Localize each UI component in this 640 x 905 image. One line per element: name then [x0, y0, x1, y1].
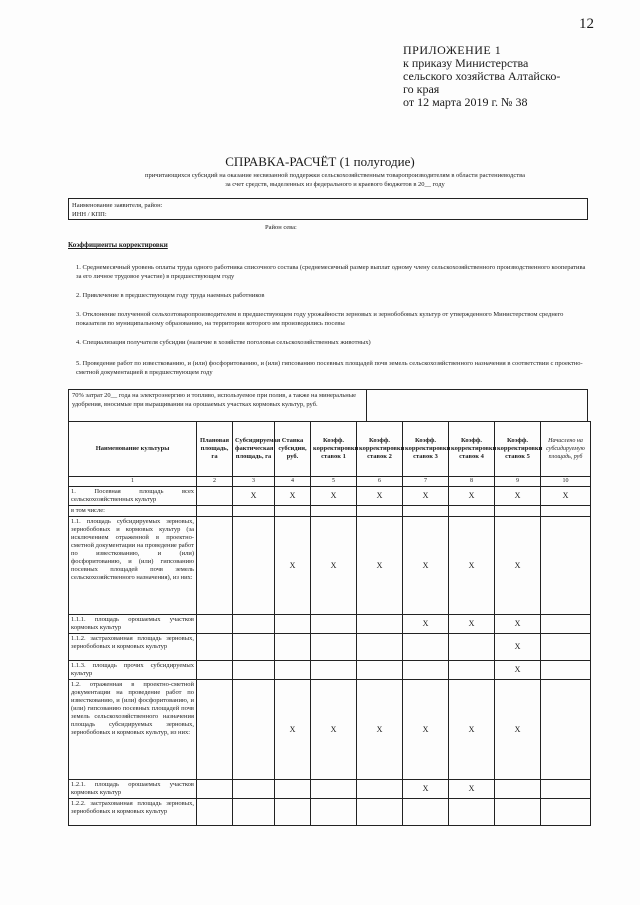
column-number: 8 [449, 477, 495, 487]
table-cell [311, 799, 357, 826]
table-cell [233, 661, 275, 680]
appendix-block [403, 44, 560, 109]
table-row [69, 506, 591, 517]
table-cell [197, 634, 233, 661]
x-mark: X [403, 780, 449, 799]
crop-name-cell: 1. Посевная площадь всех сельскохозяйственных культур [69, 487, 197, 506]
table-cell [197, 661, 233, 680]
table-header-row [69, 422, 591, 477]
x-mark: X [403, 517, 449, 615]
table-cell [275, 661, 311, 680]
table-cell [311, 634, 357, 661]
table-cell [541, 615, 591, 634]
table-cell [233, 506, 275, 517]
table-cell [403, 661, 449, 680]
table-row [69, 634, 591, 661]
appendix-line: к приказу Министерства [403, 56, 529, 70]
page-number: 12 [579, 16, 594, 32]
x-mark: X [495, 661, 541, 680]
x-mark: X [311, 487, 357, 506]
table-cell [275, 615, 311, 634]
applicant-box [68, 198, 588, 220]
appendix-line: сельского хозяйства Алтайско- [403, 69, 561, 83]
crop-name-cell: 1.2.1. площадь орошаемых участков кормовых культур [69, 780, 197, 799]
header-cell: Субсидируемая фактическая площадь, га [233, 422, 275, 477]
coefficient-item: 4. Специализация получателя субсидии (наличие в хозяйстве поголовья сельскохозяйственных животных) [76, 339, 371, 346]
table-cell [449, 661, 495, 680]
crop-name-cell: 1.1.3. площадь прочих субсидируемых культур [69, 661, 197, 680]
table-cell [233, 634, 275, 661]
applicant-name-label: Наименование заявителя, район: [72, 202, 163, 209]
table-cell [197, 487, 233, 506]
table-cell [233, 780, 275, 799]
x-mark: X [541, 487, 591, 506]
table-cell [197, 780, 233, 799]
coefficient-item: 5. Проведение работ по известкованию, и (или) фосфоритованию, и (или) гипсованию посевных площадей почв земель сельскохозяйственного назначения в соответствии с проектно-сметной документацией в предшествующем году [76, 360, 583, 376]
table-cell [311, 506, 357, 517]
x-mark: X [449, 780, 495, 799]
x-mark: X [403, 615, 449, 634]
crop-name-cell: 1.2.2. застрахованная площадь зерновых, зернобобовых и кормовых культур [69, 799, 197, 826]
subsidy-table [68, 421, 591, 826]
table-cell [233, 799, 275, 826]
table-cell [197, 799, 233, 826]
table-cell [403, 506, 449, 517]
header-cell: Наименование культуры [69, 422, 197, 477]
table-cell [311, 661, 357, 680]
document-subtitle: за счет средств, выделенных из федерального и краевого бюджетов в 20__ году [225, 181, 445, 188]
header-cell: Начислено на субсидируемую площадь, руб [541, 422, 591, 477]
table-cell [233, 680, 275, 780]
cost-box-divider [366, 390, 367, 421]
x-mark: X [449, 487, 495, 506]
crop-name-cell: 1.1. площадь субсидируемых зерновых, зернобобовых и кормовых культур (за исключением отраженной в проектно-сметной документации на проведение работ по известкованию, и (или) фосфоритованию, и (или) гипсованию посевных площадей почв земель сельскохозяйственного назначения), из них: [69, 517, 197, 615]
table-cell [495, 780, 541, 799]
table-cell [275, 506, 311, 517]
header-cell: Коэфф. корректировки ставок 2 [357, 422, 403, 477]
table-row [69, 615, 591, 634]
column-number: 5 [311, 477, 357, 487]
x-mark: X [495, 487, 541, 506]
table-cell [357, 780, 403, 799]
table-cell [541, 780, 591, 799]
table-cell [275, 634, 311, 661]
column-number: 9 [495, 477, 541, 487]
column-number: 2 [197, 477, 233, 487]
column-number: 1 [69, 477, 197, 487]
x-mark: X [449, 615, 495, 634]
x-mark: X [495, 680, 541, 780]
x-mark: X [357, 487, 403, 506]
table-cell [357, 615, 403, 634]
table-row [69, 517, 591, 615]
table-number-row [69, 477, 591, 487]
table-cell [541, 506, 591, 517]
crop-name-cell: 1.1.1. площадь орошаемых участков кормовых культур [69, 615, 197, 634]
x-mark: X [357, 680, 403, 780]
x-mark: X [403, 487, 449, 506]
appendix-line: ПРИЛОЖЕНИЕ 1 [403, 43, 502, 57]
table-row [69, 780, 591, 799]
x-mark: X [357, 517, 403, 615]
x-mark: X [495, 615, 541, 634]
table-cell [311, 615, 357, 634]
table-cell [449, 634, 495, 661]
table-cell [275, 780, 311, 799]
document-subtitle: причитающихся субсидий на оказание несвязанной поддержки сельскохозяйственным товаропроизводителям в области растениеводства [145, 172, 525, 179]
table-cell [541, 799, 591, 826]
table-row [69, 680, 591, 780]
x-mark: X [449, 517, 495, 615]
table-row [69, 799, 591, 826]
appendix-line: го края [403, 82, 440, 96]
table-cell [311, 780, 357, 799]
header-cell: Коэфф. корректировки ставок 4 [449, 422, 495, 477]
table-row [69, 487, 591, 506]
table-cell [403, 799, 449, 826]
table-cell [233, 615, 275, 634]
table-cell [275, 799, 311, 826]
table-cell [357, 506, 403, 517]
table-cell [357, 799, 403, 826]
x-mark: X [233, 487, 275, 506]
crop-name-cell: 1.1.2. застрахованная площадь зерновых, зернобобовых и кормовых культур [69, 634, 197, 661]
table-cell [541, 661, 591, 680]
appendix-line: от 12 марта 2019 г. № 38 [403, 95, 528, 109]
x-mark: X [275, 487, 311, 506]
column-number: 7 [403, 477, 449, 487]
x-mark: X [449, 680, 495, 780]
header-cell: Плановая площадь, га [197, 422, 233, 477]
coefficient-item: 1. Среднемесячный уровень оплаты труда одного работника списочного состава (среднемесячный размер выплат одному члену сельскохозяйственного производственного кооператива за его личное трудовое участие) в предшествующем году [76, 264, 586, 280]
table-cell [449, 799, 495, 826]
district-label: Район сева: [265, 224, 297, 231]
column-number: 3 [233, 477, 275, 487]
crop-name-cell: 1.2. отраженная в проектно-сметной документации на проведение работ по известкованию, и (или) фосфоритованию, и (или) гипсованию посевных площадей почв земель сельскохозяйственного назначения площадь субсидируемых зерновых, зернобобовых и кормовых культур, из них: [69, 680, 197, 780]
column-number: 10 [541, 477, 591, 487]
table-cell [357, 634, 403, 661]
table-cell [357, 661, 403, 680]
table-cell [495, 506, 541, 517]
x-mark: X [403, 680, 449, 780]
table-cell [541, 680, 591, 780]
table-cell [197, 680, 233, 780]
header-cell: Ставка субсидии, руб. [275, 422, 311, 477]
cost-box [68, 389, 588, 422]
table-cell [541, 517, 591, 615]
x-mark: X [275, 680, 311, 780]
table-cell [403, 634, 449, 661]
header-cell: Коэфф. корректировки ставок 3 [403, 422, 449, 477]
applicant-inn-label: ИНН / КПП: [72, 211, 107, 218]
header-cell: Коэфф. корректировки ставок 1 [311, 422, 357, 477]
table-cell [197, 615, 233, 634]
x-mark: X [495, 517, 541, 615]
table-cell [449, 506, 495, 517]
table-cell [495, 799, 541, 826]
x-mark: X [275, 517, 311, 615]
x-mark: X [311, 680, 357, 780]
x-mark: X [495, 634, 541, 661]
table-cell [233, 517, 275, 615]
coefficients-heading: Коэффициенты корректировки [68, 241, 168, 249]
crop-name-cell: в том числе: [69, 506, 197, 517]
coefficient-item: 2. Привлечение в предшествующем году труда наемных работников [76, 292, 265, 299]
coefficient-item: 3. Отклонение полученной сельхозтоваропроизводителем в предшествующем году урожайности зерновых и зернобобовых культур от утвержденного Министерством среднего показателя по муниципальному образованию, на территории которого им производились посевы [76, 311, 564, 327]
table-cell [541, 634, 591, 661]
x-mark: X [311, 517, 357, 615]
cost-text: 70% затрат 20__ года на электроэнергию и топливо, используемое при полив, а также на минеральные удобрения, вносимые при выращивании на орошаемых участках кормовых культур, руб. [72, 392, 357, 408]
document-title: СПРАВКА-РАСЧЁТ (1 полугодие) [225, 154, 415, 169]
table-row [69, 661, 591, 680]
column-number: 4 [275, 477, 311, 487]
table-cell [197, 506, 233, 517]
header-cell: Коэфф. корректировки ставок 5 [495, 422, 541, 477]
table-cell [197, 517, 233, 615]
column-number: 6 [357, 477, 403, 487]
